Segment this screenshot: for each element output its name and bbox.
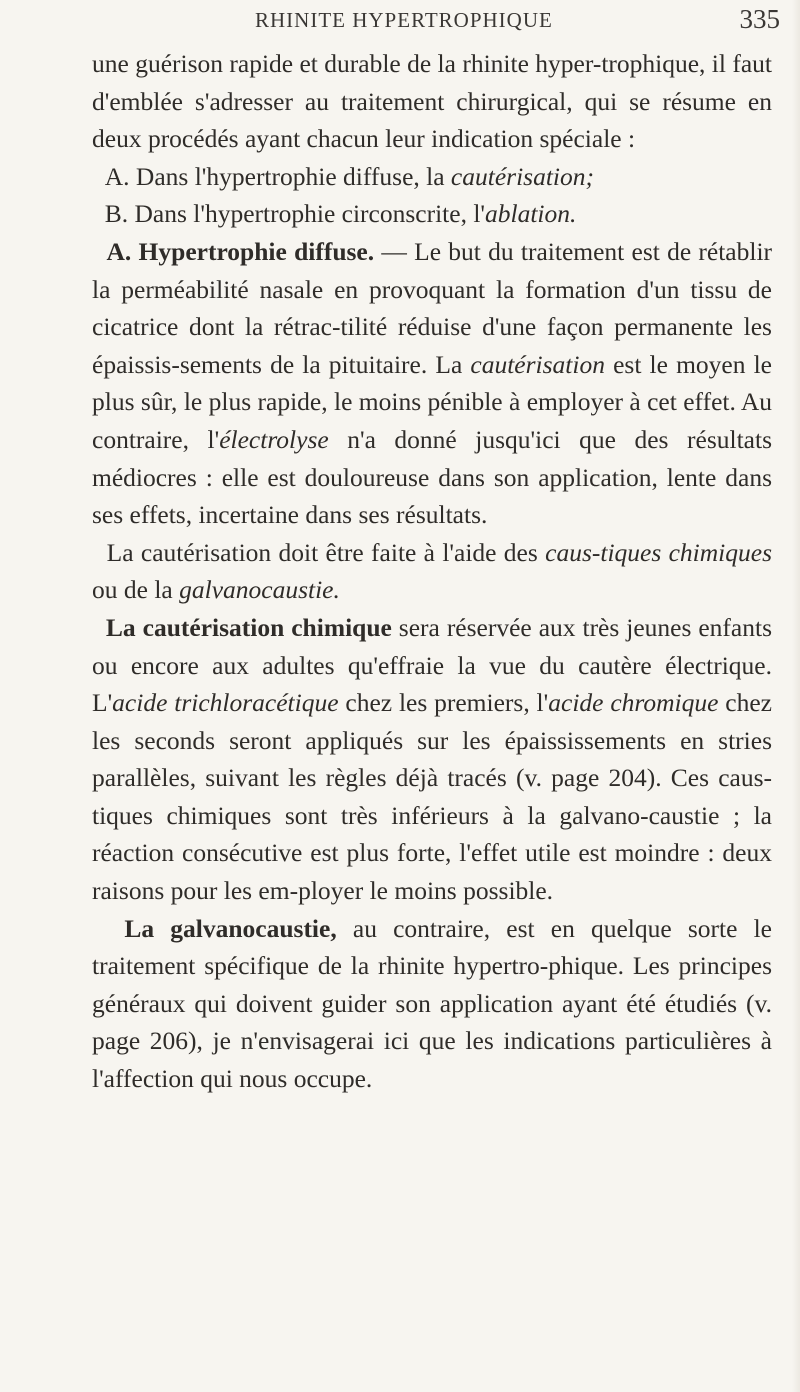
section-heading-diffuse: A. Hypertrophie diffuse. <box>106 236 375 266</box>
paragraph-4-text-c: n'a donné jusqu'ici que des résultats médiocres : elle est douloureuse dans son application, lente dans ses effets, incertaine dans ses résultats. <box>92 424 772 530</box>
paragraph-6 <box>92 609 772 910</box>
paragraph-2-text: A. Dans l'hypertrophie diffuse, la <box>104 161 451 191</box>
paragraph-6-emphasis-1: acide trichloracétique <box>112 688 339 718</box>
running-title: RHINITE HYPERTROPHIQUE <box>255 8 553 32</box>
paragraph-4-emphasis-2: électrolyse <box>219 424 329 454</box>
paragraph-5-emphasis-1: caus-tiques chimiques <box>545 537 773 567</box>
paragraph-7-text: au contraire, est en quelque sorte le traitement spécifique de la rhinite hypertro-phique. Les principes généraux qui doivent guider son application ayant été étudiés (v. page 206), je n'envisagerai ici que les indications particulières à l'affection qui nous occupe. <box>92 913 773 1094</box>
paragraph-5-text-b: ou de la <box>92 575 180 605</box>
running-head <box>90 6 780 46</box>
paragraph-6-text-b: chez les premiers, l' <box>338 688 549 718</box>
paragraph-5-emphasis-2: galvanocaustie. <box>179 575 340 605</box>
paragraph-3-emphasis: ablation. <box>485 199 577 229</box>
paragraph-6-text-c: chez les seconds seront appliqués sur les épaississements en stries parallèles, suivant les règles déjà tracés (v. page 204). Ces caus-tiques chimiques sont très inférieurs à la galvano-caustie ; la réaction consécutive est plus forte, l'effet utile est moindre : deux raisons pour les em-ployer le moins possible. <box>92 688 772 906</box>
paragraph-1-text: une guérison rapide et durable de la rhinite hyper-trophique, il faut d'emblée s'adresser au traitement chirurgical, qui se résume en deux procédés ayant chacun leur indication spéciale : <box>92 49 772 154</box>
paragraph-4-text-b: est le moyen le plus sûr, le plus rapide, le moins pénible à employer à cet effet. Au contraire, l' <box>92 349 772 454</box>
paragraph-5 <box>92 534 772 609</box>
paragraph-2 <box>92 158 772 196</box>
paragraph-3-text: B. Dans l'hypertrophie circonscrite, l' <box>104 199 485 229</box>
page-edge <box>792 0 800 1392</box>
section-heading-galvano: La galvanocaustie, <box>124 913 337 943</box>
section-heading-chemical: La cautérisation chimique <box>105 612 392 642</box>
paragraph-6-text-a: sera réservée aux très jeunes enfants ou encore aux adultes qu'effraie la vue du cautère électrique. L' <box>92 612 772 718</box>
paragraph-5-text-a: La cautérisation doit être faite à l'aide des <box>106 537 546 567</box>
paragraph-3 <box>92 195 772 233</box>
paragraph-4-text-a: — Le but du traitement est de rétablir la perméabilité nasale en provoquant la formation d'un tissu de cicatrice dont la rétrac-tilité réduise d'une façon permanente les épaissis-sements de la pituitaire. La <box>92 236 773 379</box>
paragraph-7 <box>92 910 772 1098</box>
page-number: 335 <box>739 4 780 34</box>
paragraph-2-emphasis: cautérisation; <box>450 161 594 191</box>
paragraph-4-emphasis-1: cautérisation <box>470 349 605 379</box>
paragraph-1 <box>92 45 772 158</box>
paragraph-4 <box>92 233 772 534</box>
paragraph-6-emphasis-2: acide chromique <box>548 688 719 718</box>
body-text <box>92 45 772 1098</box>
